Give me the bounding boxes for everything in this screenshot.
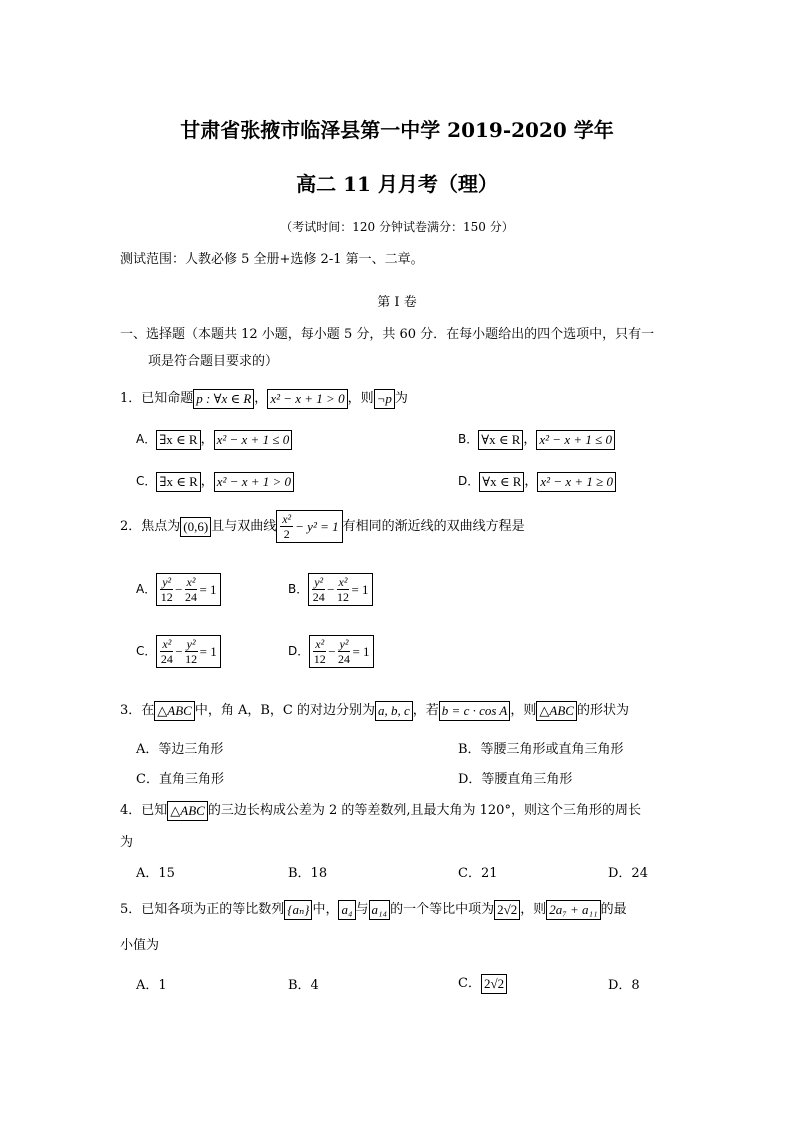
option-quantifier: ∀x ∈ R: [479, 472, 524, 492]
option-quantifier: ∃x ∈ R: [156, 472, 200, 492]
q1-proposition: p : ∀x ∈ R: [193, 389, 254, 409]
part1-heading-cont: 项是符合题目要求的）: [148, 354, 279, 369]
q1-option-c[interactable]: [136, 470, 294, 492]
option-label: D．: [288, 644, 310, 658]
option-label: C．: [136, 644, 157, 658]
q5-expression: 2a₇ + a₁₁: [546, 900, 600, 920]
q2-prefix: 2．焦点为: [120, 519, 181, 534]
question-1: [120, 387, 408, 409]
q2-option-b[interactable]: [288, 573, 373, 606]
q3-mid1: 中，角 A，B，C 的对边分别为: [194, 703, 375, 718]
frac-num: y²: [186, 637, 196, 651]
minus-sign: −: [175, 581, 183, 597]
q5-line-end: 的最: [600, 902, 627, 917]
doc-title-line1: 甘肃省张掖市临泽县第一中学 2019-2020 学年: [180, 118, 614, 142]
q3-mid2: ，若: [412, 703, 439, 718]
q3-option-d[interactable]: D．等腰直角三角形: [458, 772, 573, 787]
q5-option-d[interactable]: D．8: [608, 978, 640, 993]
equals-one: = 1: [199, 581, 217, 597]
q3-triangle-2: △ABC: [536, 701, 577, 721]
q5-a14: a₁₄: [369, 900, 391, 920]
equals-one: = 1: [351, 581, 369, 597]
minus-sign: −: [175, 643, 183, 659]
option-quantifier: ∃x ∈ R: [156, 430, 200, 450]
q2-focus-point: (0,6): [180, 517, 211, 537]
option-equation: [156, 573, 220, 606]
option-label: C．: [458, 976, 481, 991]
frac-den: 12: [185, 652, 198, 666]
q4-text: 的三边长构成公差为 2 的等差数列,且最大角为 120°，则这个三角形的周长: [207, 803, 641, 818]
option-label: B．: [458, 432, 479, 446]
volume-heading: 第 I 卷: [377, 295, 417, 310]
doc-title-line2: 高二 11 月月考（理）: [296, 172, 498, 196]
frac-den: 12: [160, 590, 173, 604]
question-4: [120, 799, 641, 821]
q3-mid3: ，则: [510, 703, 537, 718]
option-label: A．: [136, 432, 157, 446]
frac-num: y²: [314, 575, 324, 589]
option-label: A．: [136, 582, 157, 596]
q2-option-a[interactable]: [136, 573, 221, 606]
q1-inequality: x² − x + 1 > 0: [267, 389, 347, 409]
q5-mid2: 与: [355, 902, 369, 917]
q4-option-b[interactable]: B．18: [288, 866, 328, 881]
equals-one: = 1: [352, 643, 370, 659]
q5-option-a[interactable]: A．1: [136, 978, 167, 993]
q3-sides: a, b, c: [375, 701, 413, 721]
q5-mid3: 的一个等比中项为: [390, 902, 495, 917]
question-5: [120, 898, 627, 920]
option-root: 2√2: [481, 974, 507, 994]
q5-mid1: 中，: [312, 902, 339, 917]
q5-option-c[interactable]: [458, 972, 507, 994]
question-2: [120, 510, 525, 543]
q3-suffix: 的形状为: [576, 703, 629, 718]
minus-sign: −: [328, 643, 336, 659]
q1-prefix: 1．已知命题: [120, 391, 194, 406]
question-4-cont: 为: [120, 835, 134, 850]
q4-option-c[interactable]: C．21: [458, 866, 498, 881]
q5-a4: a₄: [338, 900, 355, 920]
q4-option-d[interactable]: D．24: [608, 866, 648, 881]
minus-sign: −: [327, 581, 335, 597]
q3-option-b[interactable]: B．等腰三角形或直角三角形: [458, 742, 624, 757]
q4-option-a[interactable]: A．15: [136, 866, 175, 881]
option-expression: x² − x + 1 ≤ 0: [536, 430, 615, 450]
question-5-cont: 小值为: [120, 938, 160, 953]
option-sep: ，: [200, 432, 214, 447]
q1-suffix: 为: [394, 391, 408, 406]
q1-sep: ，: [254, 391, 268, 406]
q5-sequence: {aₙ}: [284, 900, 312, 920]
option-sep: ，: [524, 474, 538, 489]
option-equation: [308, 573, 372, 606]
option-label: D．: [458, 474, 480, 488]
q3-triangle: △ABC: [154, 701, 195, 721]
q2-suffix: 有相同的渐近线的双曲线方程是: [342, 519, 525, 534]
q1-option-a[interactable]: [136, 428, 292, 450]
option-label: C．: [136, 474, 157, 488]
q2-option-d[interactable]: [288, 635, 374, 668]
frac-den: 12: [313, 652, 326, 666]
option-equation: [309, 635, 373, 668]
hyp-rest: − y² = 1: [295, 518, 339, 534]
option-expression: x² − x + 1 ≥ 0: [537, 472, 616, 492]
question-3: [120, 699, 629, 721]
frac-den: 2: [283, 527, 290, 541]
frac-num: x²: [338, 575, 348, 589]
frac-num: x²: [282, 512, 292, 526]
q5-mid4: ，则: [520, 902, 547, 917]
frac-num: x²: [315, 637, 325, 651]
frac-den: 24: [312, 590, 325, 604]
q5-root: 2√2: [494, 900, 520, 920]
frac-den: 24: [184, 590, 197, 604]
q3-option-a[interactable]: A．等边三角形: [136, 742, 224, 757]
frac-num: y²: [162, 575, 172, 589]
test-scope: 测试范围：人教必修 5 全册+选修 2-1 第一、二章。: [120, 252, 424, 267]
q2-option-c[interactable]: [136, 635, 221, 668]
q3-prefix: 3．在: [120, 703, 155, 718]
q1-option-b[interactable]: [458, 428, 615, 450]
q1-negation: ¬p: [374, 389, 395, 409]
frac-den: 24: [338, 652, 350, 666]
q3-condition: b = c · cos A: [439, 701, 511, 721]
option-sep: ，: [200, 474, 214, 489]
frac-num: y²: [339, 637, 349, 651]
q2-mid: 且与双曲线: [211, 519, 277, 534]
option-label: B．: [288, 582, 309, 596]
frac-num: x²: [162, 637, 172, 651]
option-equation: [156, 635, 220, 668]
q4-triangle: △ABC: [167, 801, 208, 821]
q1-option-d[interactable]: [458, 470, 616, 492]
q5-option-b[interactable]: B．4: [288, 978, 319, 993]
option-expression: x² − x + 1 ≤ 0: [214, 430, 293, 450]
q2-hyperbola: [276, 510, 342, 543]
option-quantifier: ∀x ∈ R: [478, 430, 523, 450]
frac-den: 24: [160, 652, 173, 666]
frac-num: x²: [186, 575, 196, 589]
option-sep: ，: [523, 432, 537, 447]
q5-prefix: 5．已知各项为正的等比数列: [120, 902, 285, 917]
frac-den: 12: [336, 590, 349, 604]
q1-then: ，则: [347, 391, 374, 406]
equals-one: = 1: [199, 643, 217, 659]
q3-option-c[interactable]: C．直角三角形: [136, 772, 224, 787]
part1-heading: 一、选择题（本题共 12 小题，每小题 5 分，共 60 分．在每小题给出的四个选项中，只有一: [120, 327, 655, 342]
exam-info: （考试时间：120 分钟试卷满分：150 分）: [280, 220, 514, 234]
option-expression: x² − x + 1 > 0: [214, 472, 294, 492]
q4-prefix: 4．已知: [120, 803, 168, 818]
